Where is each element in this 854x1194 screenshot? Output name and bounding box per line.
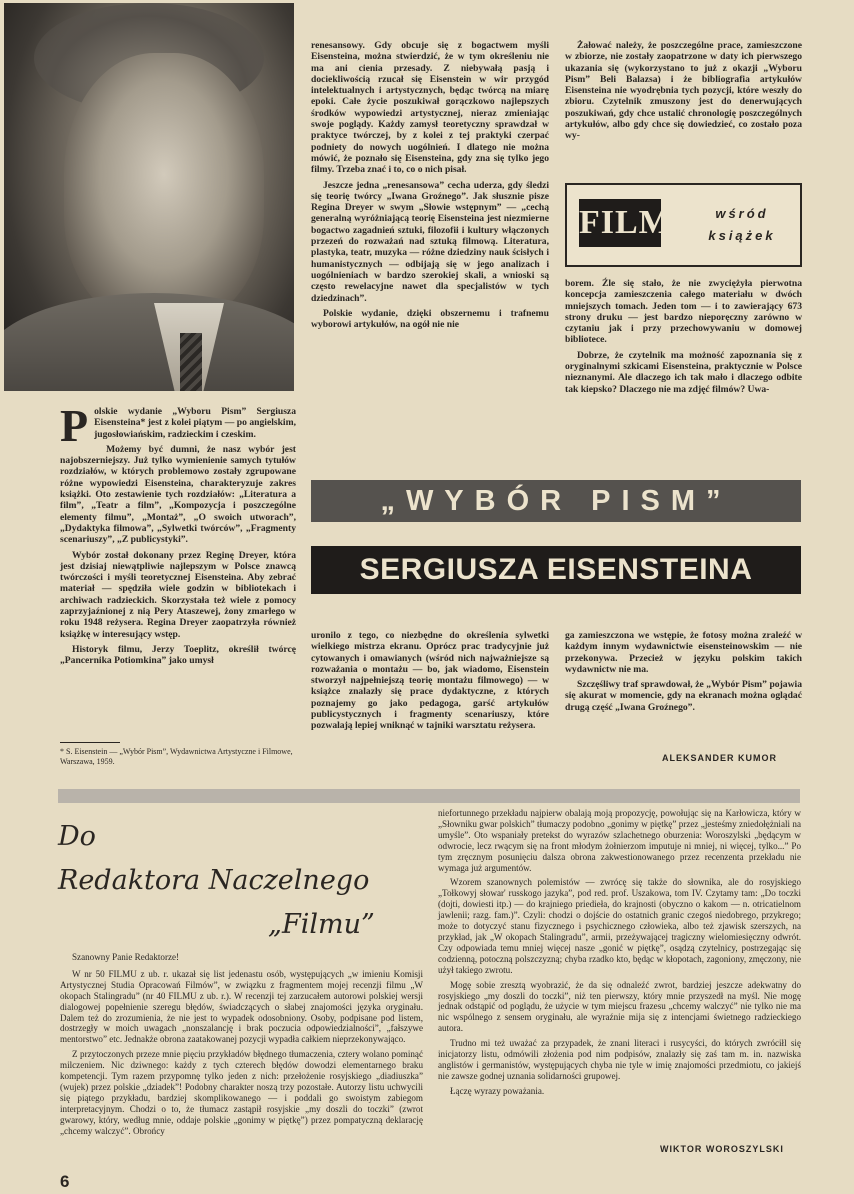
photo-tie	[180, 333, 202, 391]
article-paragraph: ga zamieszczona we wstępie, że fotosy można zraleźć w każdym innym wydawnictwie eisensteinowskim — nie przekonywa. Przecież w języku polskim takich wydawnictw nie ma.	[565, 630, 802, 675]
article-paragraph: Dobrze, że czytelnik ma możność zapoznania się z oryginalnymi szkicami Eisensteina, praktycznie w Polsce nieznanymi. Ale dlaczego ich tak mało i dlaczego odbite tak kiepsko? Dlaczego nie ma zdjęć filmów? Uwa-	[565, 349, 802, 395]
letter-title-line-1: Do	[58, 821, 96, 852]
letter-title	[58, 815, 428, 947]
photo-suit	[4, 293, 294, 391]
letter-title-line-2: Redaktora Naczelnego	[58, 865, 370, 896]
tagline-line-2: książek	[708, 228, 776, 243]
article-paragraph: renesansowy. Gdy obcuje się z bogactwem myśli Eisensteina, można stwierdzić, że w tym określeniu nie ma ani cienia przesady. Z niebywałą pasją i dociekliwością rzucał się Eisenstein w wir przygód intelektualnych i artystycznych, będąc twórcą na miarę epoki. Całe życie poszukiwał gorączkowo najlepszych środków wypowiedzi artystycznej, nieraz zmieniając swoje poglądy. Każdy zamysł teoretyczny sprawdzał w praktyce twórczej, by z kolei z tej praktyki czerpać podniety do nowych uogólnień. I dlatego nie można mówić, że poznało się Eisensteina, gdy zna się tylko jego filmy. Trzeba znać i to, co o nich pisał.	[311, 40, 549, 176]
letter-column-left	[60, 952, 423, 1137]
letter-paragraph: Z przytoczonych przeze mnie pięciu przykładów błędnego tłumaczenia, cztery wolano pominąć milczeniem. Nic dziwnego: każdy z tych czterech błędów dowodzi elementarnego braku kompetencji. Tym razem przypomnę tylko jeden z nich: przełożenie rosyjskiego „diadiuszka” (wujek) przez polskie „dziadek”! Podobny charakter noszą trzy pozostałe. Autorzy listu uchwycili się piątego przykładu, bardziej skomplikowanego — i poddali go swoistym zabiegom interpretacyjnym. Chodzi o to, że tłumacz zastąpił rosyjskie „my doszli do toczki” (zwrot gwarowy, który, według mnie, oddaje polskie „gonimy w piętkę”) przez pompatyczną deklarację „chcemy walczyć”. Obrońcy	[60, 1049, 423, 1136]
article-paragraph: Możemy być dumni, że nasz wybór jest najobszerniejszy. Już tylko wymienienie samych tytułów rozdziałów, w których problemowo zostały zgrupowane różne wypowiedzi Eisensteina, charakteryzuje zakres książki. Oto zestawienie tych rozdziałów: „Literatura a film”, „Teatr a film”, „Kompozycja i poszczególne elementy filmu”, „Montaż”, „O swoich utworach”, „Dydaktyka filmowa”, „Sylwetki twórców”, „Fragmenty scenariuszy”, „Z publicystyki”.	[60, 443, 296, 546]
film-wsrod-ksiazek-box	[565, 183, 802, 267]
title-banner-wybor-pism: „WYBÓR PISM”	[311, 480, 801, 522]
tagline-line-1: wśród	[715, 206, 769, 221]
page-number: 6	[60, 1172, 70, 1191]
portrait-photo	[4, 3, 294, 391]
article-column-5	[565, 630, 802, 713]
dropcap-letter: P	[60, 400, 89, 451]
article-paragraph: uronilo z tego, co niezbędne do określenia sylwetki wielkiego mistrza ekranu. Oprócz prac tradycyjnie już cytowanych i omawianych (wśród nich najważniejsze są rozważania o montażu — bo, jak wiadomo, Eisenstein stworzył najpełniejszą teorię montażu filmowego) — w książce znalazły się prace dydaktyczne, z których poznajemy go jako pedagoga, garść artykułów publicystycznych i fragmenty scenariuszy, które pozwalają lepiej wniknąć w tajniki warsztatu reżysera.	[311, 630, 549, 732]
article-author: ALEKSANDER KUMOR	[662, 753, 777, 763]
article-paragraph: Historyk filmu, Jerzy Toeplitz, określił twórcę „Pancernika Potiomkina” jako umysł	[60, 643, 296, 667]
article-paragraph: Szczęśliwy traf sprawdował, że „Wybór Pism” pojawia się akurat w momencie, gdy na ekranach można oglądać drugą część „Iwana Groźnego”.	[565, 679, 802, 713]
letter-salutation: Szanowny Panie Redaktorze!	[72, 952, 180, 962]
lead-paragraph	[60, 400, 296, 451]
letter-paragraph: Trudno mi też uważać za przypadek, że znani literaci i rusycyści, do których zwróciłl się inicjatorzy listu, odmówili złożenia pod nim podpisów, znalazły się zaś tam m. in. nazwiska anglistów i germanistów, występujących chyba nie tyle w imię znajomości przedmiotu, co jakiejś nie zawsze godnej uznania solidarności grupowej.	[438, 1038, 801, 1081]
article-column-1	[60, 400, 296, 667]
article-paragraph: Wybór został dokonany przez Reginę Dreyer, która jest dzisiaj niewątpliwie najlepszym w Polsce znawcą twórczości i myśli teoretycznej Eisensteina. Aby zebrać materiał — spędziła wiele godzin w bibliotekach i archiwach radzieckich. Skorzystała też wiele z pomocy zaprzyjaźnionej z nią Pery Ataszewej, żony zmarłego w roku 1948 reżysera. Regina Dreyer zaopatrzyła również książkę w interesujący wstęp.	[60, 549, 296, 640]
lead-text: olskie wydanie „Wyboru Pism” Sergiusza Eisensteina* jest z kolei piątym — po angielskim, jugosłowiańskim, radzieckim i czeskim.	[94, 406, 296, 440]
letter-paragraph: Mogę sobie zresztą wyobrazić, że da się odnaleźć zwrot, bardziej jeszcze adekwatny do rosyjskiego „my doszli do toczki”, niż ten pierwszy, który mnie przyszedł na myśl. Nie mogę jednak odstąpić od poglądu, że użycie w tym miejscu frazesu „chcemy walczyć” nie tylko nie ma nic wspólnego z sensem oryginału, ale wyraźnie mija się z intencjami świetnego radzieckiego autora.	[438, 979, 801, 1034]
article-footnote: * S. Eisenstein — „Wybór Pism”, Wydawnictwa Artystyczne i Filmowe, Warszawa, 1959.	[60, 747, 293, 766]
film-tagline	[687, 203, 797, 247]
photo-face	[64, 53, 264, 323]
letter-paragraph: W nr 50 FILMU z ub. r. ukazał się list jedenastu osób, występujących „w imieniu Komisji Artystycznej Studia Opracowań Filmów”, w związku z fragmentem mojej recenzji filmu „W okopach Stalingradu” (nr 40 FILMU z ub. r.). W recenzji tej zarzucałem autorowi polskiej wersji dialogowej popełnienie szeregu błędów, świadczących o słabej znajomości języka oryginału. Dalem też do zrozumienia, że nie jest to wypadek odosobniony. Osoby, podpisane pod listem, dostrzegły w moich uwagach „nonszalancję i brak poczucia odpowiedzialności”, „fałszywe mentorstwo” etc. Jednakże obrona zaatakowanej pozycji wypadła całkiem nieprzekonywająco.	[60, 968, 423, 1045]
title-banner-eisenstein: SERGIUSZA EISENSTEINA	[311, 546, 801, 594]
letter-paragraph: niefortunnego przekładu najpierw obalają moją propozycję, powołując się na Karłowicza, który w „Słowniku gwar polskich” tłumaczy podobno „gonimy w piętkę” przez „jesteśmy zniedołężniali na umyśle”. Oto wspaniały pretekst do wyrazów szlachetnego oburzenia: Woroszylski „będącym w odwrocie, lecz rwącym się na front młodym żołnierzom imputuje ni mniej, ni więcej, tylko...” Po tym zręcznym posunięciu dalsza obrona zakwestionowanego przez recenzenta przekładu nie wymaga już argumentów.	[438, 808, 801, 873]
letter-paragraph: Wzorem szanownych polemistów — zwrócę się także do słownika, ale do rosyjskiego „Tołkowyj słowar' russkogo jazyka”, pod red. prof. Uszakowa, tom IV. Czytamy tam: „Do toczki (dojti, dowiesti itp.) — do krajniego priedieła, do krajnosti (obyczno o kakom — n. otricatielnom jawlenii; razg. fam.)”. Czyli: chodzi o dojście do ostatnich granic czegoś niedobrego, przykrego; może to dotyczyć stanu fizycznego i psychicznego człowieka, albo też zjawisk szerszych, na przykład, jak „W okopach Stalingradu”, armii, przeżywającej tragiczny wielomiesięczny odwrót. Czy odpowiada temu mniej więcej nasze „gonić w piętkę”, osądzą czytelnicy, postrzegając się codzienną, potoczną polszczyzną; chyba rzadko kto, będąc w kłopotach, zagoniony, zmęczony, nie użył takiego zwrotu.	[438, 877, 801, 975]
letter-title-line-3: „Filmu”	[268, 909, 375, 940]
film-logo: FILM	[579, 199, 661, 247]
article-column-4	[311, 630, 549, 732]
article-column-3-top	[565, 40, 802, 142]
footnote-rule	[60, 742, 120, 743]
section-divider	[58, 789, 800, 803]
article-paragraph: Polskie wydanie, dzięki obszernemu i trafnemu wyborowi artykułów, na ogół nie nie	[311, 307, 549, 331]
letter-column-right	[438, 808, 801, 1097]
article-paragraph: Żałować należy, że poszczególne prace, zamieszczone w zbiorze, nie zostały zaopatrzone w daty ich pierwszego ukazania się (wykorzystano to już z okazji „Wyboru Pism” Beli Balazsa) i że bibliografia artykułów Eisensteina nie wyodrębnia tych pozycji, które weszły do zbioru. Czytelnik zmuszony jest do denerwujących poszukiwań, gdy chce ustalić chronologię poszczególnych artykułów, albo gdy chce się dowiedzieć, co zostało poza wy-	[565, 40, 802, 142]
article-column-3-bottom	[565, 278, 802, 395]
article-column-2	[311, 40, 549, 330]
letter-closing: Łączę wyrazy poważania.	[450, 1085, 545, 1096]
letter-author: WIKTOR WOROSZYLSKI	[660, 1144, 784, 1154]
article-paragraph: Jeszcze jedna „renesansowa” cecha uderza, gdy śledzi się teorię twórcy „Iwana Groźnego”. Jak słusznie pisze Regina Dreyer w swym „Słowie wstępnym” — „cechą generalną wyróżniającą teorię Eisensteina jest niezmierne bogactwo zagadnień sztuki, filozofii i kultury włączonych przezeń do rozważań nad sztuką filmową. Literatura, plastyka, teatr, muzyka — różne dziedziny nauk ścisłych i humanistycznych — odbijają się w jego analizach i uogólnieniach w bardzo szerokiej skali, a wnioski są często rewelacyjne nawet dla specjalistów w tych dziedzinach”.	[311, 179, 549, 304]
article-paragraph: borem. Źle się stało, że nie zwyciężyła pierwotna koncepcja zamieszczenia całego materiału w dwóch mniejszych tomach. Jeden tom — i to zawierający 673 strony druku — jest bardzo nieporęczny zarówno w czytaniu jak i przy przechowywaniu w domowej bibliotece.	[565, 278, 802, 346]
